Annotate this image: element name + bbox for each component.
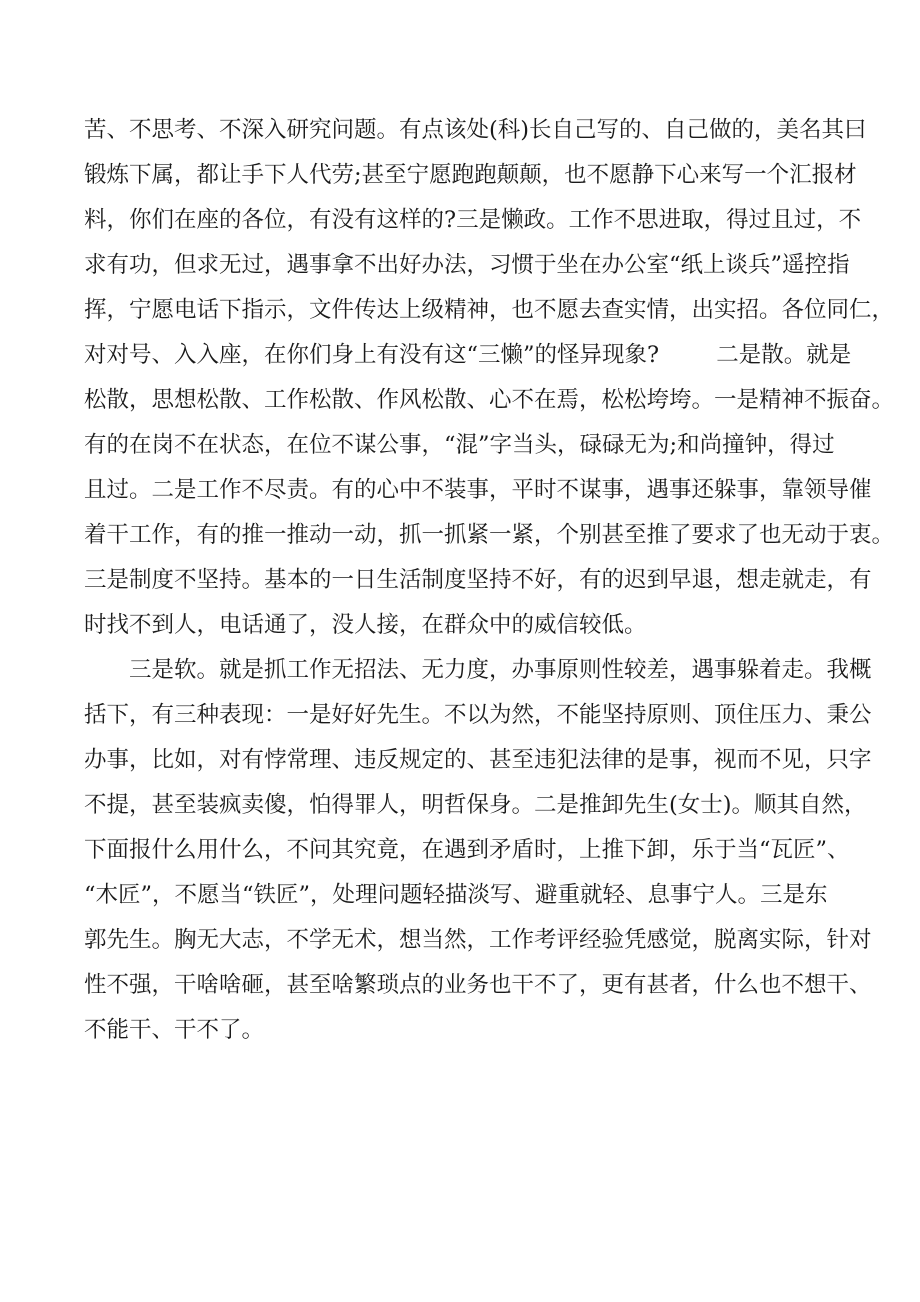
text-line: 不提，甚至装疯卖傻，怕得罪人，明哲保身。二是推卸先生(女士)。顺其自然， [84, 792, 867, 818]
text-line: 办事，比如，对有悖常理、违反规定的、甚至违犯法律的是事，视而不见，只字 [84, 747, 872, 773]
text-line: 求有功，但求无过，遇事拿不出好办法，习惯于坐在办公室“纸上谈兵”遥控指 [84, 252, 850, 278]
text-line: 松散，思想松散、工作松散、作风松散、心不在焉，松松垮垮。一是精神不振奋。 [84, 387, 895, 413]
text-line: 着干工作，有的推一推动一动，抓一抓紧一紧，个别甚至推了要求了也无动于衷。 [84, 522, 895, 548]
text-line: 有的在岗不在状态，在位不谋公事，“混”字当头，碌碌无为;和尚撞钟，得过 [84, 432, 835, 458]
text-line: 郭先生。胸无大志，不学无术，想当然，工作考评经验凭感觉，脱离实际，针对 [84, 927, 872, 953]
text-line: “木匠”，不愿当“铁匠”，处理问题轻描淡写、避重就轻、息事宁人。三是东 [84, 882, 828, 908]
text-line: 苦、不思考、不深入研究问题。有点该处(科)长自己写的、自己做的，美名其曰 [84, 117, 867, 143]
text-line: 挥，宁愿电话下指示，文件传达上级精神，也不愿去查实情，出实招。各位同仁， [84, 297, 895, 323]
text-line: 三是制度不坚持。基本的一日生活制度坚持不好，有的迟到早退，想走就走，有 [84, 567, 872, 593]
text-line: 不能干、干不了。 [84, 1017, 265, 1043]
text-line: 且过。二是工作不尽责。有的心中不装事，平时不谋事，遇事还躲事，靠领导催 [84, 477, 872, 503]
text-line: 括下，有三种表现：一是好好先生。不以为然，不能坚持原则、顶住压力、秉公 [84, 702, 872, 728]
text-line: 时找不到人，电话通了，没人接，在群众中的威信较低。 [84, 612, 647, 638]
paragraph-start-line: 三是软。就是抓工作无招法、无力度，办事原则性较差，遇事躲着走。我概 [129, 657, 872, 683]
text-line: 锻炼下属，都让手下人代劳;甚至宁愿跑跑颠颠，也不愿静下心来写一个汇报材 [84, 162, 857, 188]
text-line: 料，你们在座的各位，有没有这样的?三是懒政。工作不思进取，得过且过，不 [84, 207, 862, 233]
text-line: 性不强，干啥啥砸，甚至啥繁琐点的业务也干不了，更有甚者，什么也不想干、 [84, 972, 872, 998]
text-line: 对对号、入入座，在你们身上有没有这“三懒”的怪异现象? 二是散。就是 [84, 342, 852, 368]
text-line: 下面报什么用什么，不问其究竟，在遇到矛盾时，上推下卸，乐于当“瓦匠”、 [84, 837, 850, 863]
